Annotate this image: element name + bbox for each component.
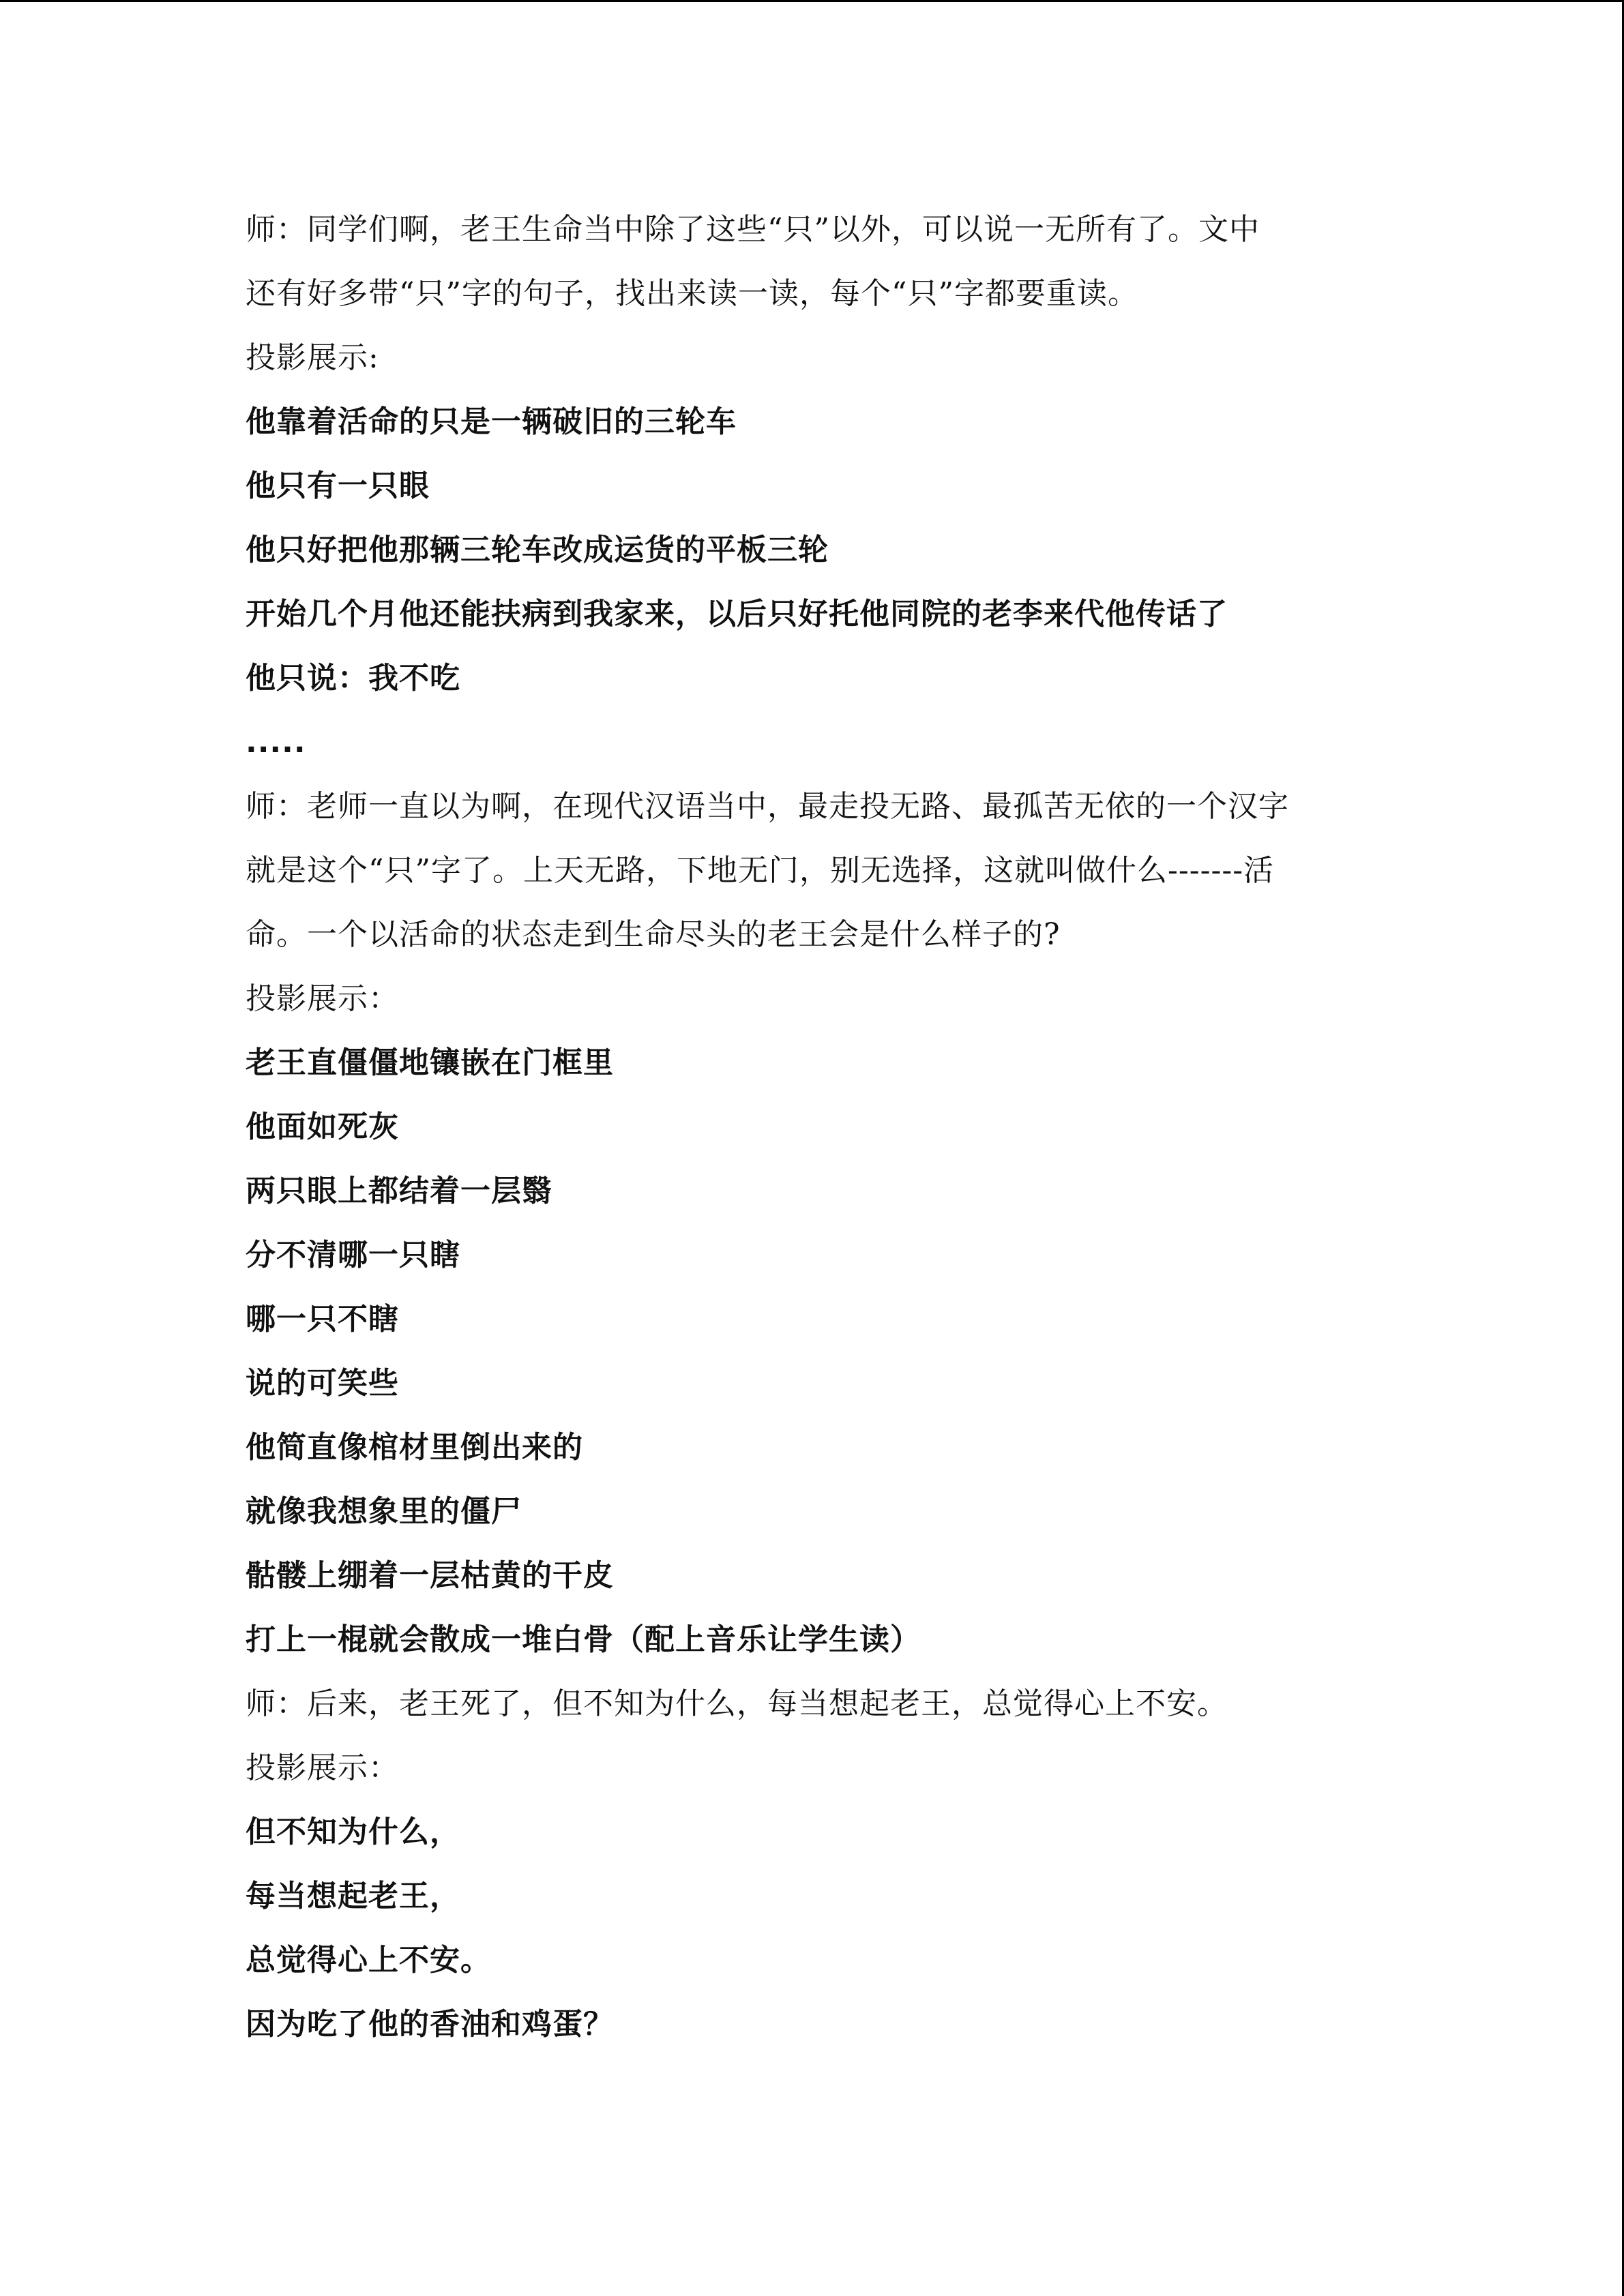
- projection-line: 骷髅上绷着一层枯黄的干皮: [246, 1558, 614, 1593]
- paragraph-line: 就是这个“只”字了。上天无路，下地无门，别无选择，这就叫做什么-------活: [246, 853, 1275, 888]
- projection-line: 说的可笑些: [246, 1366, 399, 1401]
- projection-line: 因为吃了他的香油和鸡蛋？: [246, 2007, 614, 2042]
- projection-heading: 投影展示:: [246, 340, 379, 375]
- projection-line: 就像我想象里的僵尸: [246, 1494, 522, 1529]
- projection-line: 总觉得心上不安。: [246, 1943, 491, 1978]
- projection-heading: 投影展示：: [246, 1750, 399, 1785]
- projection-line: 老王直僵僵地镶嵌在门框里: [246, 1045, 614, 1080]
- projection-line: 分不清哪一只瞎: [246, 1238, 460, 1272]
- projection-line: 他只好把他那辆三轮车改成运货的平板三轮: [246, 533, 829, 567]
- projection-heading: 投影展示：: [246, 981, 399, 1016]
- paragraph-line: 师：老师一直以为啊，在现代汉语当中，最走投无路、最孤苦无依的一个汉字: [246, 789, 1289, 824]
- paragraph-line: 师：后来，老王死了，但不知为什么，每当想起老王，总觉得心上不安。: [246, 1686, 1228, 1721]
- projection-line: 但不知为什么，: [246, 1815, 460, 1849]
- projection-line: 他面如死灰: [246, 1109, 399, 1144]
- ellipsis-line: .....: [246, 725, 306, 760]
- projection-line: 他只有一只眼: [246, 468, 430, 503]
- document-body: [246, 198, 1378, 2057]
- projection-line: 哪一只不瞎: [246, 1302, 399, 1337]
- projection-line: 他简直像棺材里倒出来的: [246, 1430, 583, 1465]
- projection-line: 打上一棍就会散成一堆白骨（配上音乐让学生读）: [246, 1622, 921, 1657]
- paragraph-line: 还有好多带“只”字的句子，找出来读一读，每个“只”字都要重读。: [246, 276, 1138, 311]
- page-border-top: [0, 0, 1624, 2]
- projection-line: 他靠着活命的只是一辆破旧的三轮车: [246, 404, 737, 439]
- projection-line: 每当想起老王，: [246, 1879, 460, 1913]
- projection-line: 两只眼上都结着一层翳: [246, 1174, 552, 1208]
- paragraph-line: 师：同学们啊，老王生命当中除了这些“只”以外，可以说一无所有了。文中: [246, 212, 1260, 247]
- paragraph-line: 命。一个以活命的状态走到生命尽头的老王会是什么样子的?: [246, 917, 1061, 952]
- projection-line: 开始几个月他还能扶病到我家来，以后只好托他同院的老李来代他传话了: [246, 597, 1228, 631]
- projection-line: 他只说：我不吃: [246, 661, 460, 696]
